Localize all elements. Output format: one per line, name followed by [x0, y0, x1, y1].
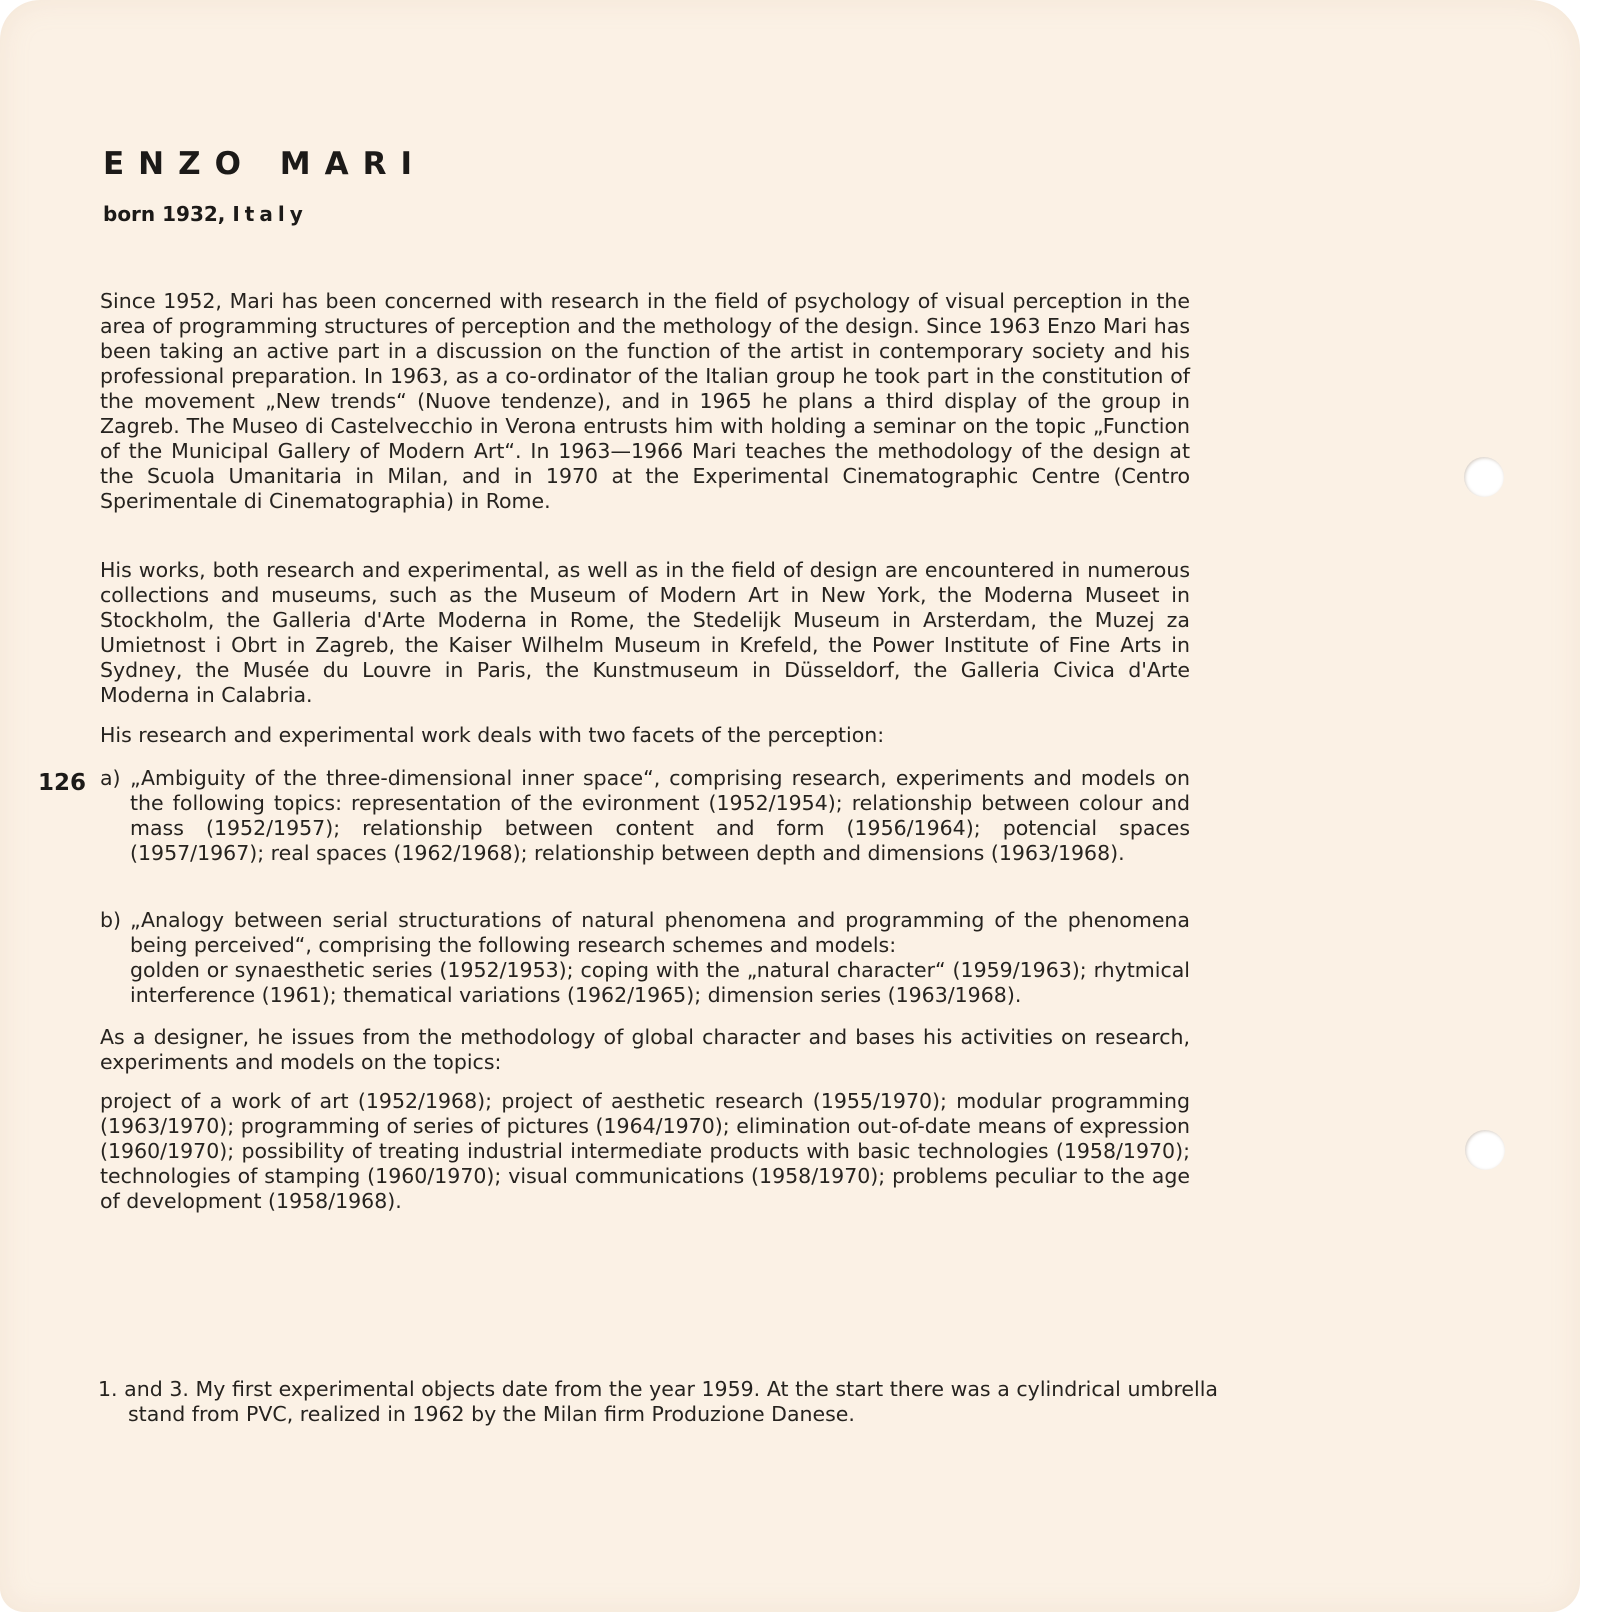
- list-text-b: „Analogy between serial structurations of natural phenomena and programming of the phenomena being perceived“, comprising the following research schemes and models:: [130, 908, 1190, 957]
- paragraph-collections: His works, both research and experimental, as well as in the field of design are encountered in numerous collections and museums, such as the Museum of Modern Art in New York, the Moderna Museet in Stockholm, the Galleria d'Arte Moderna in Rome, the Stedelijk Museum in Arsterdam, the Muzej za Umietnost i Obrt in Zagreb, the Kaiser Wilhelm Museum in Krefeld, the Power Institute of Fine Arts in Sydney, the Musée du Louvre in Paris, the Kunstmuseum in Düsseldorf, the Galleria Civica d'Arte Moderna in Calabria.: [100, 558, 1190, 707]
- list-text-b-continued: golden or synaesthetic series (1952/1953); coping with the „natural character“ (1959/1963); rhytmical interference (1961); thematical variations (1962/1965); dimension series (1963/1968).: [130, 958, 1190, 1007]
- paragraph-designer: As a designer, he issues from the methodology of global character and bases his activities on research, experiments and models on the topics:: [100, 1025, 1190, 1074]
- list-marker-a: a): [100, 766, 121, 790]
- artist-name: ENZO MARI: [103, 146, 426, 182]
- page-number: 126: [38, 770, 87, 796]
- list-marker-b: b): [100, 908, 122, 932]
- birth-country: Italy: [232, 202, 308, 226]
- list-item-a: [100, 766, 1190, 866]
- punch-hole-bottom: [1465, 1130, 1505, 1170]
- list-item-b: [100, 908, 1190, 1008]
- figure-caption: 1. and 3. My first experimental objects date from the year 1959. At the start there was a cylindrical umbrella stand from PVC, realized in 1962 by the Milan firm Produzione Danese.: [98, 1377, 1218, 1426]
- paragraph-design-topics: project of a work of art (1952/1968); project of aesthetic research (1955/1970); modular programming (1963/1970); programming of series of pictures (1964/1970); elimination out-of-date means of expression (1960/1970); possibility of treating industrial intermediate products with basic technologies (1958/1970); technologies of stamping (1960/1970); visual communications (1958/1970); problems peculiar to the age of development (1958/1968).: [100, 1089, 1190, 1213]
- artist-birth: [103, 202, 308, 226]
- punch-hole-top: [1464, 457, 1504, 497]
- paragraph-research-intro: His research and experimental work deals with two facets of the perception:: [100, 723, 885, 747]
- paragraph-biography: Since 1952, Mari has been concerned with research in the field of psychology of visual perception in the area of programming structures of perception and the methology of the design. Since 1963 Enzo Mari has been taking an active part in a discussion on the function of the artist in contemporary society and his professional preparation. In 1963, as a co-ordinator of the Italian group he took part in the constitution of the movement „New trends“ (Nuove tendenze), and in 1965 he plans a third display of the group in Zagreb. The Museo di Castelvecchio in Verona entrusts him with holding a seminar on the topic „Function of the Municipal Gallery of Modern Art“. In 1963—1966 Mari teaches the methodology of the design at the Scuola Umanitaria in Milan, and in 1970 at the Experimental Cinematographic Centre (Centro Sperimentale di Cinematographia) in Rome.: [100, 289, 1190, 513]
- list-text-a: „Ambiguity of the three-dimensional inner space“, comprising research, experiments and models on the following topics: representation of the evironment (1952/1954); relationship between colour and mass (1952/1957); relationship between content and form (1956/1964); potencial spaces (1957/1967); real spaces (1962/1968); relationship between depth and dimensions (1963/1968).: [130, 766, 1190, 865]
- birth-year: born 1932,: [103, 202, 233, 226]
